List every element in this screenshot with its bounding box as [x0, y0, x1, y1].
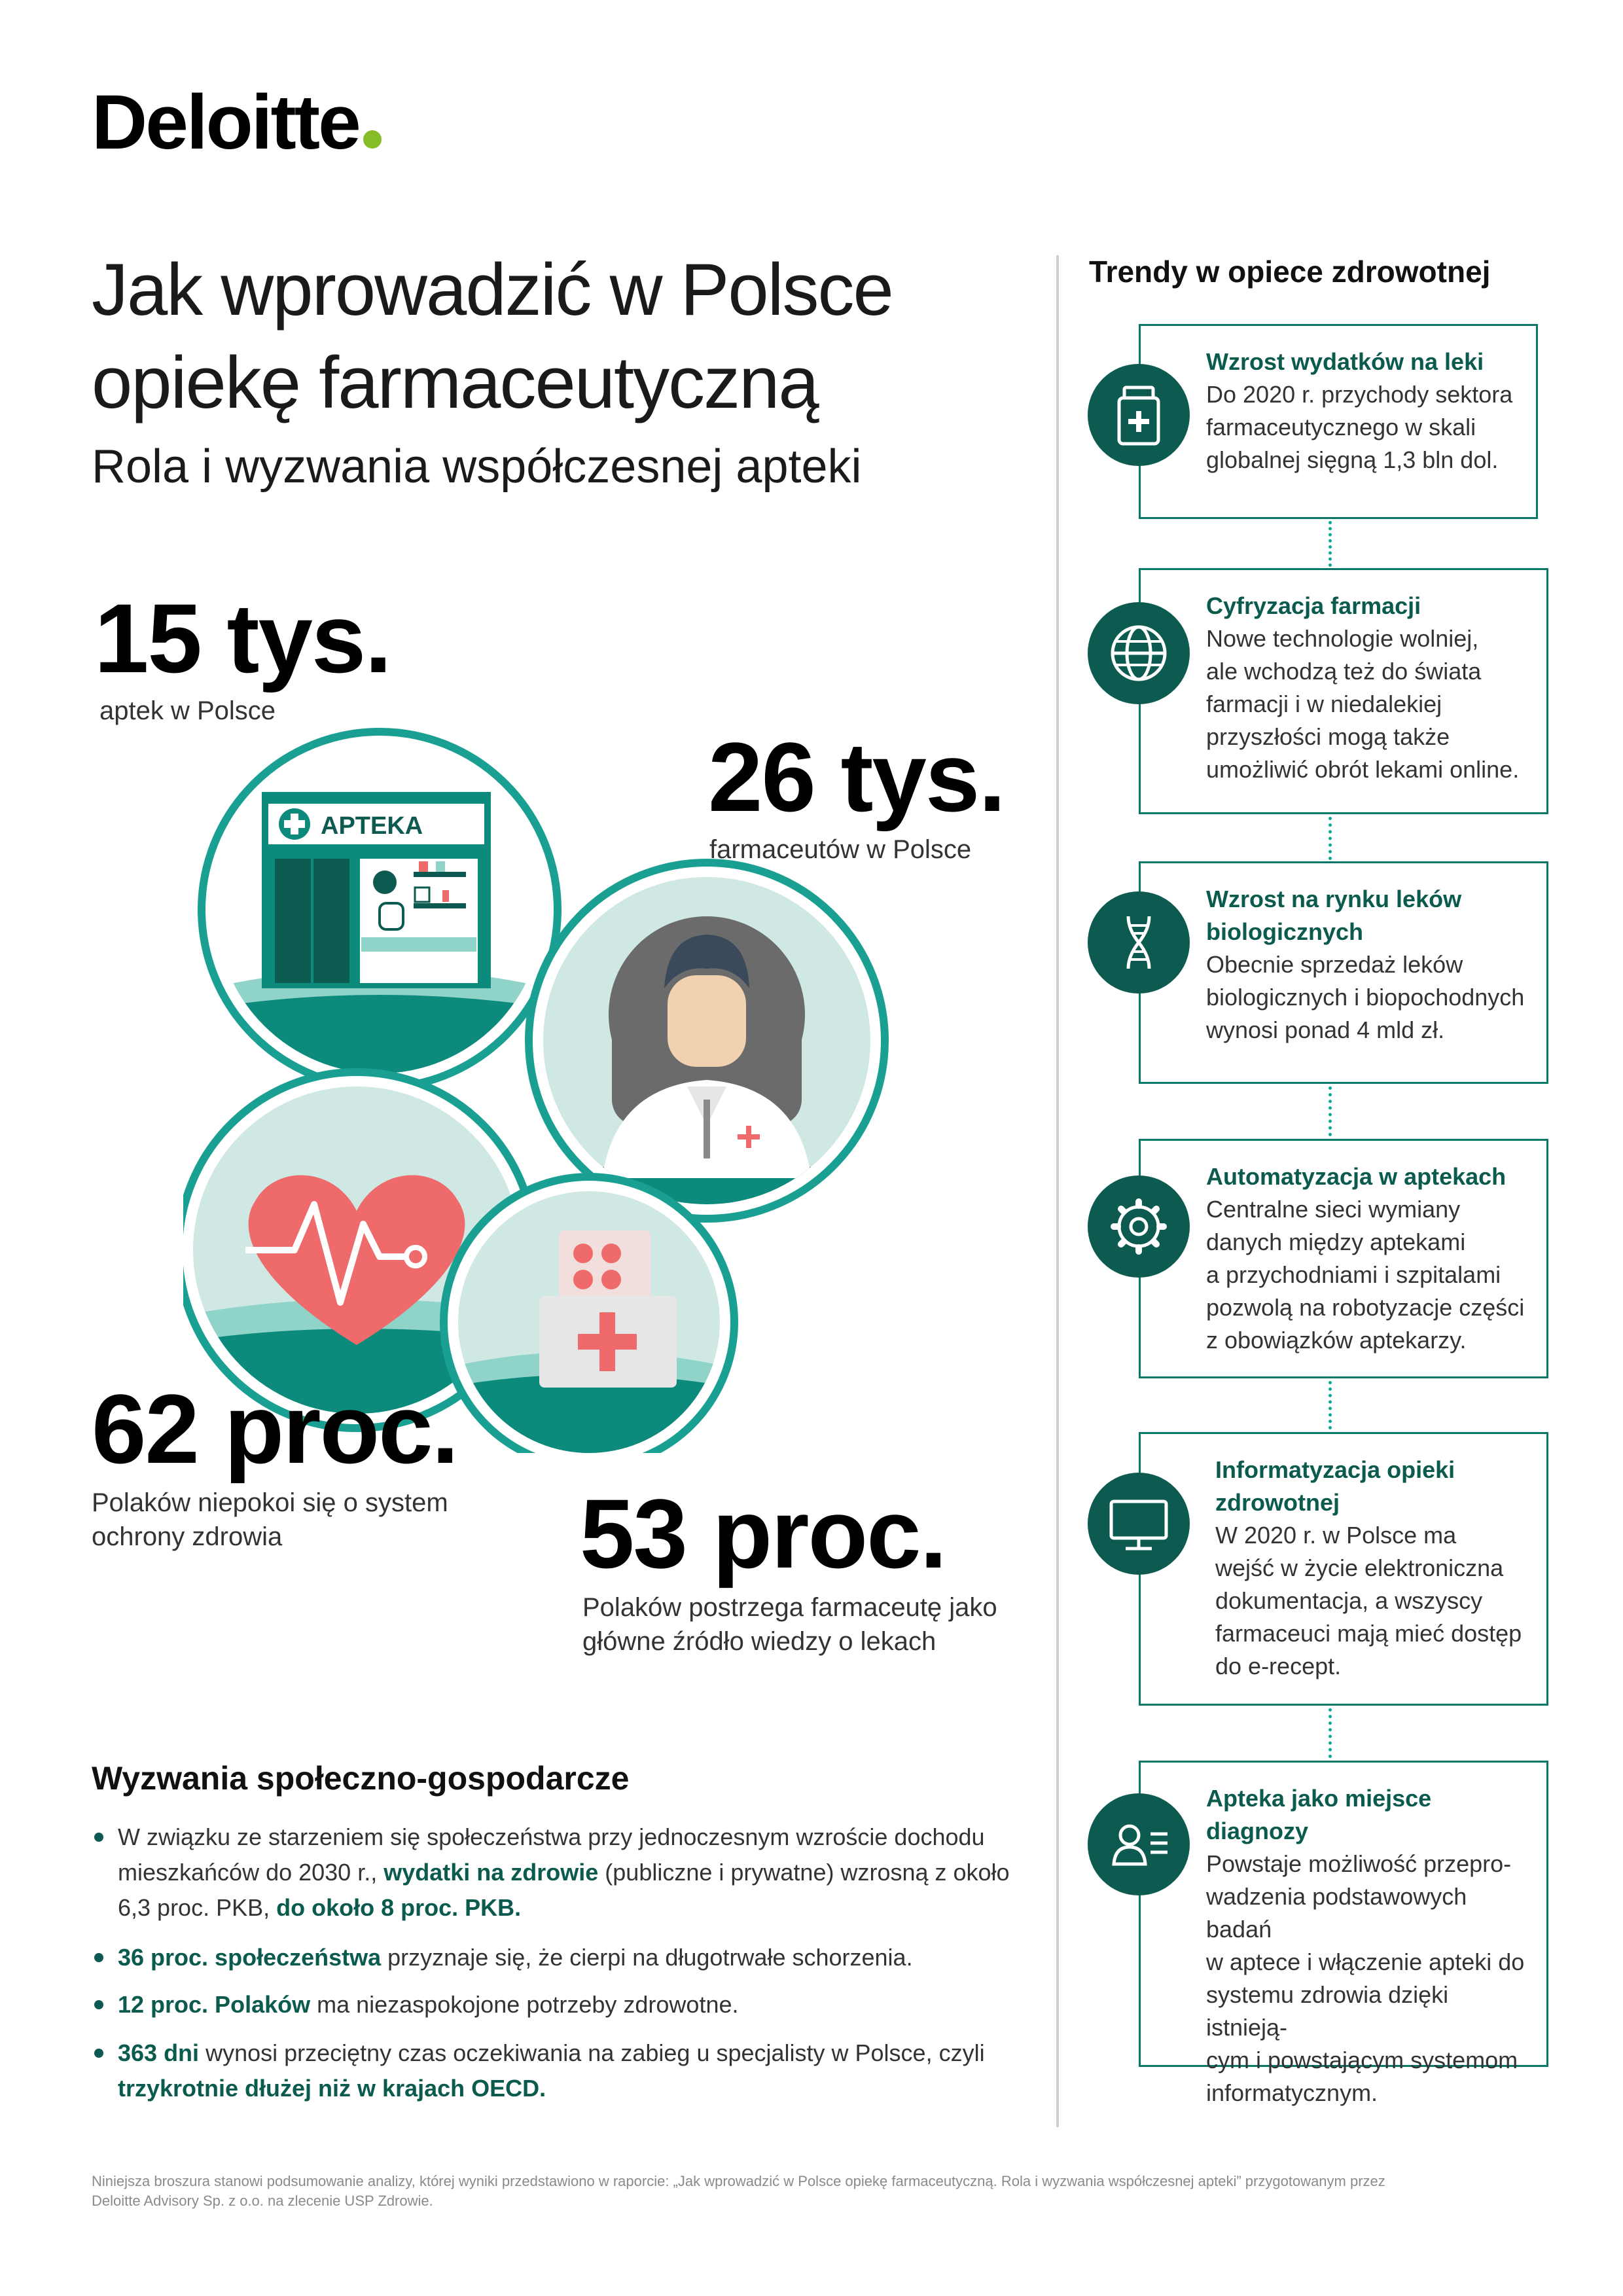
pharmacy-sign-text: APTEKA: [321, 812, 423, 840]
trend-text-line: umożliwić obrót lekami online.: [1206, 756, 1520, 783]
stat-concern-label-line1: Polaków niepokoi się o system: [92, 1488, 448, 1517]
trend-text-line: Obecnie sprzedaż leków: [1206, 951, 1463, 978]
trend-title: Wzrost wydatków na leki: [1206, 348, 1484, 375]
challenge-text-plain: (publiczne i prywatne) wzrosną z około: [598, 1859, 1010, 1886]
trend-card-informatization: [1139, 1432, 1548, 1706]
trend-text-line: z obowiązków aptekarzy.: [1206, 1327, 1467, 1354]
challenge-text: [118, 2036, 1047, 2071]
trend-connector: [1329, 1086, 1332, 1136]
challenge-item-chronic: [92, 1940, 1047, 1975]
bullet: [94, 1953, 103, 1962]
stat-concern-label: [92, 1486, 448, 1554]
bullet: [94, 1833, 103, 1842]
trend-text-line: pozwolą na robotyzacje części: [1206, 1294, 1525, 1321]
trend-connector: [1329, 521, 1332, 567]
trend-card-digitalization: [1139, 568, 1548, 814]
stat-pharmacists-label: farmaceutów w Polsce: [709, 835, 972, 864]
challenge-text-highlight: 36 proc. społeczeństwa: [118, 1944, 382, 1971]
trend-text-line: cym i powstającym systemom: [1206, 2047, 1518, 2073]
illustration-cluster: [183, 707, 916, 1453]
trend-connector: [1329, 1381, 1332, 1429]
challenge-text-highlight: do około 8 proc. PKB.: [276, 1894, 522, 1921]
pharmacy-storefront-icon: [202, 732, 558, 1100]
trend-text-line: Nowe technologie wolniej,: [1206, 625, 1479, 652]
trend-text-line: ale wchodzą też do świata: [1206, 658, 1482, 685]
title-line-1: Jak wprowadzić w Polsce: [92, 249, 893, 331]
globe-icon: [1088, 602, 1190, 704]
trend-text-line: do e-recept.: [1215, 1653, 1342, 1679]
challenge-text-plain: przyznaje się, że cierpi na długotrwałe schorzenia.: [381, 1944, 913, 1971]
trend-title: Wzrost na rynku leków: [1206, 886, 1462, 912]
trend-text-line: Do 2020 r. przychody sektora: [1206, 381, 1513, 408]
trend-text-line: Centralne sieci wymiany: [1206, 1196, 1461, 1223]
trend-text-line: wadzenia podstawowych badań: [1206, 1883, 1467, 1943]
patient-list-icon: [1088, 1793, 1190, 1895]
dna-icon: [1088, 891, 1190, 994]
trend-title: Automatyzacja w aptekach: [1206, 1163, 1507, 1190]
footnote: [92, 2172, 1544, 2211]
trend-card-biologics: [1139, 861, 1548, 1084]
stat-pharmacists-value: 26 tys.: [708, 722, 1005, 832]
trend-text-line: danych między aptekami: [1206, 1229, 1466, 1255]
trend-text-line: informatycznym.: [1206, 2079, 1378, 2106]
challenges-heading: Wyzwania społeczno-gospodarcze: [92, 1760, 630, 1797]
stat-pharmacist-trust-label: [582, 1590, 997, 1659]
trend-text-line: biologicznych i biopochodnych: [1206, 984, 1525, 1011]
deloitte-logo: [92, 79, 382, 166]
trend-text-line: przyszłości mogą także: [1206, 723, 1450, 750]
logo-wordmark: Deloitte: [92, 79, 359, 166]
challenge-text: [118, 1890, 1047, 1926]
trend-card-automation: [1139, 1139, 1548, 1378]
challenge-text-plain: 6,3 proc. PKB,: [118, 1894, 277, 1921]
medicine-bottle-icon: [1088, 364, 1190, 466]
trends-heading: Trendy w opiece zdrowotnej: [1089, 255, 1491, 289]
challenge-item-unmet-needs: [92, 1987, 1047, 2022]
trend-title: diagnozy: [1206, 1818, 1309, 1844]
trend-connector: [1329, 817, 1332, 860]
footnote-line: Deloitte Advisory Sp. z o.o. na zlecenie USP Zdrowie.: [92, 2193, 433, 2209]
challenge-text-plain: mieszkańców do 2030 r.,: [118, 1859, 384, 1886]
challenge-text-highlight: trzykrotnie dłużej niż w krajach OECD.: [118, 2075, 546, 2102]
trend-text-line: farmaceutycznego w skali: [1206, 414, 1476, 440]
trend-text-line: wejść w życie elektroniczna: [1215, 1554, 1504, 1581]
trend-title: Informatyzacja opieki: [1215, 1456, 1455, 1483]
stat-trust-label-line1: Polaków postrzega farmaceutę jako: [582, 1593, 997, 1622]
trend-text-line: farmaceuci mają mieć dostęp: [1215, 1620, 1522, 1647]
bullet: [94, 2049, 103, 2058]
monitor-icon: [1088, 1473, 1190, 1575]
challenge-text: [118, 1855, 1047, 1890]
title-line-2: opiekę farmaceutyczną: [92, 342, 818, 423]
trend-text-line: W 2020 r. w Polsce ma: [1215, 1522, 1457, 1549]
trend-connector: [1329, 1708, 1332, 1758]
trend-text-line: farmacji i w niedalekiej: [1206, 691, 1442, 717]
trend-card-diagnosis: [1139, 1761, 1548, 2106]
trend-card-drug-spending: [1139, 324, 1538, 519]
trend-text-line: globalnej sięgną 1,3 bln dol.: [1206, 446, 1499, 473]
trend-text-line: a przychodniami i szpitalami: [1206, 1261, 1501, 1288]
trend-text-line: wynosi ponad 4 mld zł.: [1206, 1016, 1445, 1043]
stat-pharmacies-label: aptek w Polsce: [99, 696, 276, 725]
trend-text-line: Powstaje możliwość przepro-: [1206, 1850, 1512, 1877]
trend-title: Cyfryzacja farmacji: [1206, 592, 1421, 619]
trend-title: zdrowotnej: [1215, 1489, 1340, 1516]
challenge-item-spending: [92, 1820, 1047, 1926]
footnote-line: Niniejsza broszura stanowi podsumowanie analizy, której wyniki przedstawiono w raporcie: „Jak wprowadzić w Polsce opiekę farmaceutyczną. Rola i wyzwania współczesnej apteki” przygotowanym przez: [92, 2173, 1385, 2189]
challenge-text-plain: wynosi przeciętny czas oczekiwania na zabieg u specjalisty w Polsce, czyli: [199, 2039, 985, 2066]
column-divider: [1056, 255, 1059, 2127]
gear-icon: [1088, 1175, 1190, 1278]
challenge-text: W związku ze starzeniem się społeczeństwa przy jednoczesnym wzroście dochodu: [118, 1823, 985, 1850]
bullet: [94, 2000, 103, 2009]
trend-title: biologicznych: [1206, 918, 1364, 945]
stat-pharmacies-value: 15 tys.: [94, 583, 391, 693]
trend-title: Apteka jako miejsce: [1206, 1785, 1432, 1812]
first-aid-pills-icon: [444, 1177, 734, 1453]
trend-text-line: dokumentacja, a wszyscy: [1215, 1587, 1483, 1614]
challenge-text-highlight: 12 proc. Polaków: [118, 1991, 311, 2018]
challenge-item-waiting-time: [92, 2036, 1047, 2106]
trend-text-line: w aptece i włączenie apteki do: [1206, 1948, 1525, 1975]
stat-pharmacist-trust-value: 53 proc.: [580, 1479, 946, 1588]
stat-concern-label-line2: ochrony zdrowia: [92, 1522, 283, 1551]
challenge-text-highlight: wydatki na zdrowie: [383, 1859, 599, 1886]
stat-trust-label-line2: główne źródło wiedzy o lekach: [582, 1627, 936, 1656]
stat-concern-value: 62 proc.: [92, 1374, 458, 1484]
trend-text-line: systemu zdrowia dzięki istnieją-: [1206, 1981, 1449, 2041]
logo-dot: [363, 130, 382, 149]
challenge-text-highlight: 363 dni: [118, 2039, 200, 2066]
challenge-text-plain: ma niezaspokojone potrzeby zdrowotne.: [310, 1991, 739, 2018]
page-title: [92, 243, 1008, 429]
page-subtitle: Rola i wyzwania współczesnej apteki: [92, 440, 862, 493]
